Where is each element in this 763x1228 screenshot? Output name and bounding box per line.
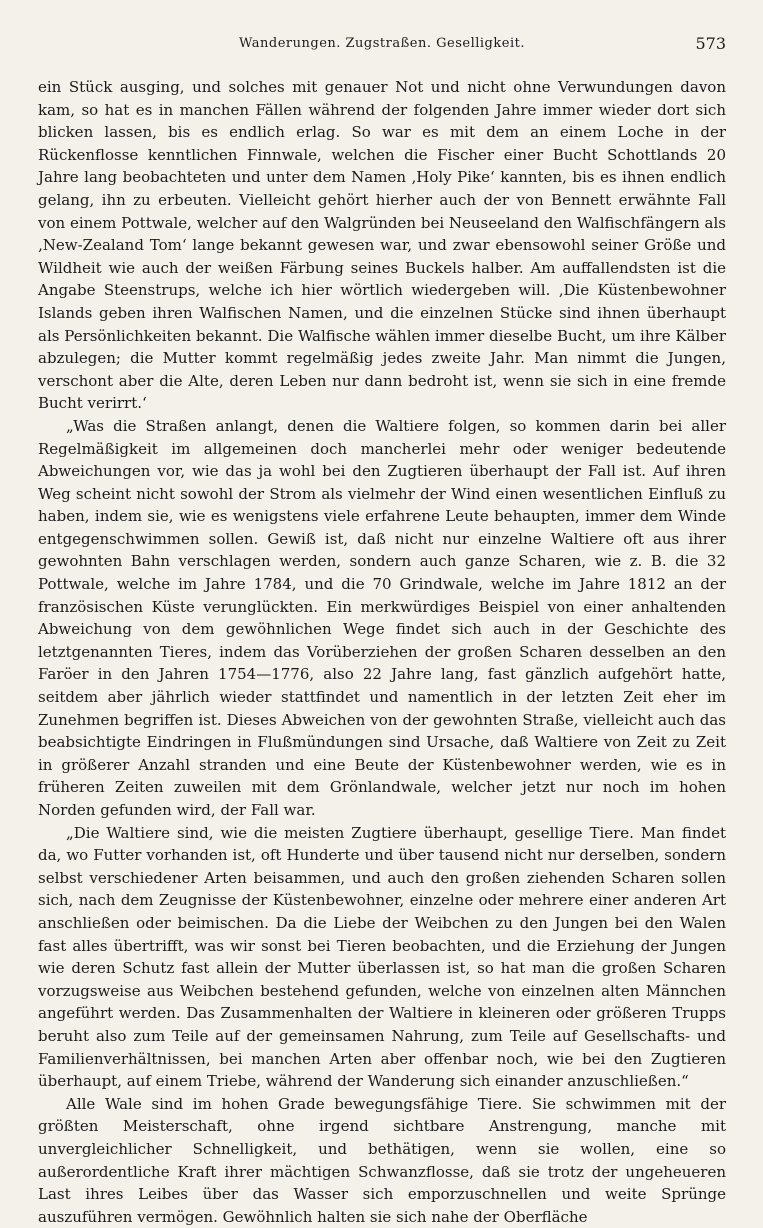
page-number: 573 xyxy=(695,34,726,53)
paragraph-2: „Was die Straßen anlangt, denen die Waltiere folgen, so kommen darin bei aller Regelmäßigkeit im allgemeinen doch mancherlei mehr oder weniger bedeutende Abweichungen vor, wie das ja wohl bei den Zugtieren überhaupt der Fall ist. Auf ihren Weg scheint nicht sowohl der Strom als vielmehr der Wind einen wesentlichen Einfluß zu haben, indem sie, wie es wenigstens viele erfahrene Leute behaupten, immer dem Winde entgegenschwimmen sollen. Gewiß ist, daß nicht nur einzelne Waltiere oft aus ihrer gewohnten Bahn verschlagen werden, sondern auch ganze Scharen, wie z. B. die 32 Pottwale, welche im Jahre 1784, und die 70 Grindwale, welche im Jahre 1812 an der französischen Küste verunglückten. Ein merkwürdiges Beispiel von einer anhaltenden Abweichung von dem gewöhnlichen Wege findet sich auch in der Geschichte des letztgenannten Tieres, indem das Vorüberziehen der großen Scharen desselben an den Faröer in den Jahren 1754—1776, also 22 Jahre lang, fast gänzlich aufgehört hatte, seitdem aber jährlich wieder stattfindet und namentlich in der letzten Zeit eher im Zunehmen begriffen ist. Dieses Abweichen von der gewohnten Straße, vielleicht auch das beabsichtigte Eindringen in Flußmündungen sind Ursache, daß Waltiere von Zeit zu Zeit in größerer Anzahl stranden und eine Beute der Küstenbewohner werden, wie es in früheren Zeiten zuweilen mit dem Grönlandwale, welcher jetzt nur noch im hohen Norden gefunden wird, der Fall war. xyxy=(38,416,726,819)
paragraph-4: Alle Wale sind im hohen Grade bewegungsfähige Tiere. Sie schwimmen mit der größten Meisterschaft, ohne irgend sichtbare Anstrengung, manche mit unvergleichlicher Schnelligkeit, und bethätigen, wenn sie wollen, eine so außerordentliche Kraft ihrer mächtigen Schwanzflosse, daß sie trotz der ungeheueren Last ihres Leibes über das Wasser sich emporzuschnellen und weite Sprünge auszuführen vermögen. Gewöhnlich halten sie sich nahe der Oberfläche xyxy=(38,1094,726,1226)
book-page xyxy=(38,30,726,1226)
running-head-title: Wanderungen. Zugstraßen. Geselligkeit. xyxy=(239,36,525,51)
paragraph-1: ein Stück ausging, und solches mit genauer Not und nicht ohne Verwundungen davon kam, so hat es in manchen Fällen während der folgenden Jahre immer wieder dort sich blicken lassen, bis es endlich erlag. So war es mit dem an einem Loche in der Rückenflosse kenntlichen Finnwale, welchen die Fischer einer Bucht Schottlands 20 Jahre lang beobachteten und unter dem Namen ‚Holy Pike‘ kannten, bis es ihnen endlich gelang, ihn zu erbeuten. Vielleicht gehört hierher auch der von Bennett erwähnte Fall von einem Pottwale, welcher auf den Walgründen bei Neuseeland den Walfischfängern als ‚New-Zealand Tom‘ lange bekannt gewesen war, und zwar ebensowohl seiner Größe und Wildheit wie auch der weißen Färbung seines Buckels halber. Am auffallendsten ist die Angabe Steenstrups, welche ich hier wörtlich wiedergeben will. ‚Die Küstenbewohner Islands geben ihren Walfischen Namen, und die einzelnen Stücke sind ihnen überhaupt als Persönlichkeiten bekannt. Die Walfische wählen immer dieselbe Bucht, um ihre Kälber abzulegen; die Mutter kommt regelmäßig jedes zweite Jahr. Man nimmt die Jungen, verschont aber die Alte, deren Leben nur dann bedroht ist, wenn sie sich in eine fremde Bucht verirrt.‘ xyxy=(38,78,726,413)
running-head xyxy=(38,30,726,60)
paragraph-3: „Die Waltiere sind, wie die meisten Zugtiere überhaupt, gesellige Tiere. Man findet da, wo Futter vorhanden ist, oft Hunderte und über tausend nicht nur derselben, sondern selbst verschiedener Arten beisammen, und auch den großen ziehenden Scharen sollen sich, nach dem Zeugnisse der Küstenbewohner, einzelne oder mehrere einer anderen Art anschließen oder beimischen. Da die Liebe der Weibchen zu den Jungen bei den Walen fast alles übertrifft, was wir sonst bei Tieren beobachten, und die Erziehung der Jungen wie deren Schutz fast allein der Mutter überlassen ist, so hat man die großen Scharen vorzugsweise aus Weibchen bestehend gefunden, welche von einzelnen alten Männchen angeführt werden. Das Zusammenhalten der Waltiere in kleineren oder größeren Trupps beruht also zum Teile auf der gemeinsamen Nahrung, zum Teile auf Gesellschafts- und Familienverhältnissen, bei manchen Arten aber offenbar noch, wie bei den Zugtieren überhaupt, auf einem Triebe, während der Wanderung sich einander anzuschließen.“ xyxy=(38,823,726,1091)
body-text xyxy=(38,76,726,1228)
